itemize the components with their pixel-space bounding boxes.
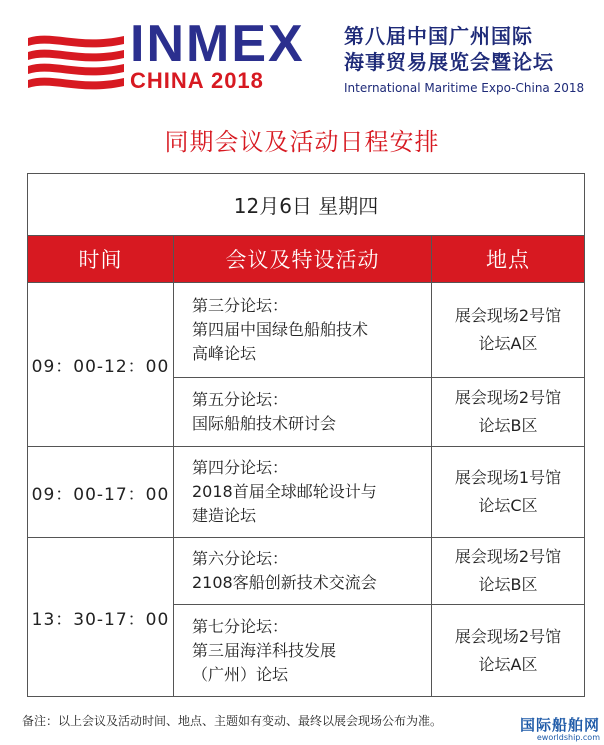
date-row — [28, 174, 585, 236]
location-line: 论坛B区 — [478, 416, 538, 435]
watermark — [508, 718, 600, 743]
location-line: 展会现场1号馆 — [454, 468, 562, 487]
event-line: 第三届海洋科技发展 — [192, 640, 337, 660]
table-header-row — [28, 236, 585, 283]
event-line: 2108客船创新技术交流会 — [192, 573, 377, 592]
expo-title-cn-line1: 第八届中国广州国际 — [344, 24, 533, 48]
event-line: 第四届中国绿色船舶技术 — [192, 320, 369, 339]
location-line: 论坛B区 — [478, 575, 538, 594]
location-line: 展会现场2号馆 — [454, 547, 562, 566]
time-slot: 13：30-17：00 — [28, 538, 174, 697]
header — [0, 0, 604, 105]
location-cell — [432, 378, 585, 447]
logo-inmex: INMEX — [130, 15, 305, 73]
location-line: 论坛A区 — [478, 654, 538, 674]
table-row — [28, 283, 585, 378]
time-slot: 09：00-17：00 — [28, 447, 174, 538]
location-line: 论坛C区 — [478, 496, 538, 515]
watermark-cn: 国际船舶网 — [519, 716, 600, 734]
location-cell — [432, 447, 585, 538]
location-line: 展会现场2号馆 — [454, 626, 562, 646]
event-line: 第六分论坛： — [192, 549, 289, 568]
event-line: 第三分论坛： — [192, 296, 289, 315]
location-cell — [432, 538, 585, 605]
location-cell — [432, 283, 585, 378]
column-header-location: 地点 — [432, 236, 585, 283]
footnote: 备注：以上会议及活动时间、地点、主题如有变动、最终以展会现场公布为准。 — [22, 714, 443, 728]
schedule-date: 12月6日 星期四 — [28, 174, 585, 236]
event-line: 第四分论坛： — [192, 458, 289, 477]
location-line: 展会现场2号馆 — [454, 306, 562, 325]
inmex-wave-logo-icon — [28, 30, 124, 92]
page-title: 同期会议及活动日程安排 — [164, 128, 440, 156]
event-cell — [174, 378, 432, 447]
table-row — [28, 538, 585, 605]
event-line: 高峰论坛 — [192, 344, 257, 363]
event-line: 第五分论坛： — [192, 390, 289, 409]
time-slot: 09：00-12：00 — [28, 283, 174, 447]
column-header-event: 会议及特设活动 — [174, 236, 432, 283]
expo-title-cn-line2: 海事贸易展览会暨论坛 — [344, 50, 554, 74]
logo-china-2018: CHINA 2018 — [130, 68, 264, 93]
column-header-time: 时间 — [28, 236, 174, 283]
expo-title-en: International Maritime Expo-China 2018 — [344, 81, 585, 95]
location-line: 论坛A区 — [478, 334, 538, 353]
event-line: 建造论坛 — [192, 506, 257, 525]
event-line: （广州）论坛 — [192, 664, 289, 684]
event-cell — [174, 447, 432, 538]
event-line: 第七分论坛： — [192, 616, 289, 636]
location-cell — [432, 605, 585, 697]
table-row — [28, 447, 585, 538]
event-line: 国际船舶技术研讨会 — [192, 414, 337, 433]
event-line: 2018首届全球邮轮设计与 — [192, 482, 377, 501]
location-line: 展会现场2号馆 — [454, 388, 562, 407]
event-cell — [174, 283, 432, 378]
schedule-table — [27, 173, 585, 697]
event-cell — [174, 605, 432, 697]
event-cell — [174, 538, 432, 605]
watermark-en: eworldship.com — [536, 733, 600, 742]
